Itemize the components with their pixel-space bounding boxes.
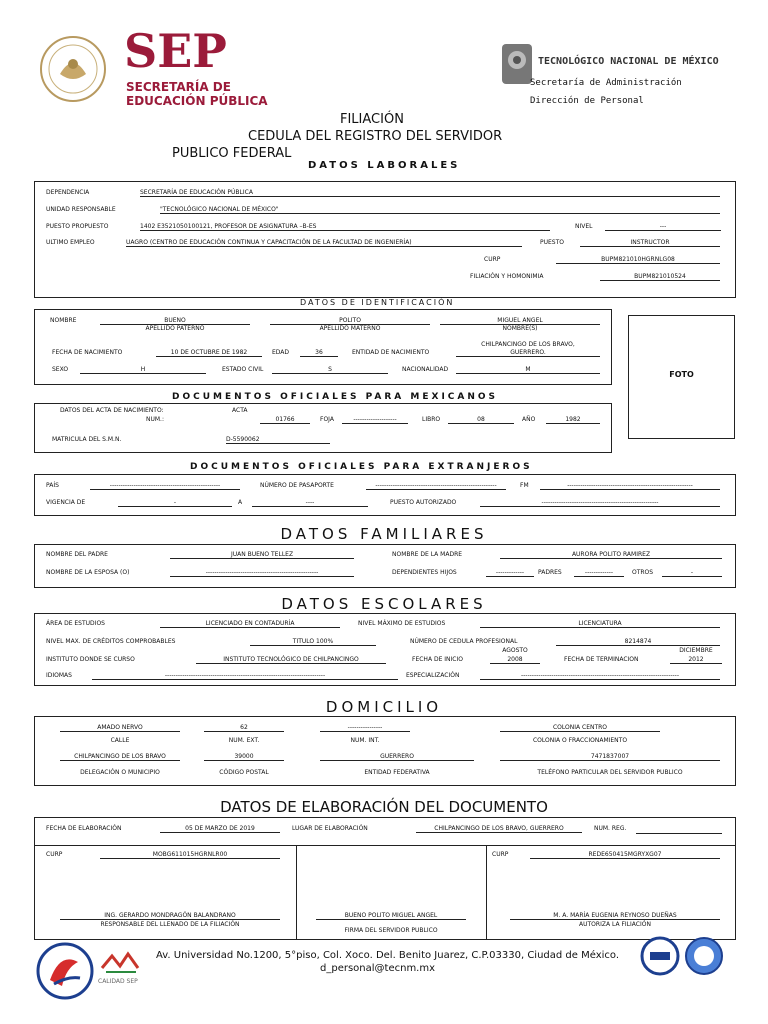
sep-line1: SECRETARÍA DE — [126, 80, 231, 94]
value-lugar-elab: CHILPANCINGO DE LOS BRAVO, GUERRERO — [416, 825, 582, 833]
value-entidad-nac-1: CHILPANCINGO DE LOS BRAVO, — [481, 341, 575, 348]
mexico-seal-icon — [38, 34, 108, 104]
label-edad: EDAD — [272, 349, 290, 356]
value-curp: BUPM821010HGRNLG08 — [556, 256, 720, 264]
label-curp-aut: CURP — [492, 851, 509, 858]
value-vigencia: - — [118, 499, 232, 507]
value-smn: D-5590062 — [226, 436, 330, 444]
label-sexo: SEXO — [52, 366, 69, 373]
elab-divider-top — [34, 845, 736, 846]
label-civil: ESTADO CIVIL — [222, 366, 264, 373]
elaboracion-title: DATOS DE ELABORACIÓN DEL DOCUMENTO — [220, 798, 548, 816]
label-area: ÁREA DE ESTUDIOS — [46, 620, 105, 627]
value-civil: S — [272, 366, 388, 374]
label-municipio: DELEGACIÓN O MUNICIPIO — [80, 769, 160, 776]
label-materno: APELLIDO MATERNO — [319, 325, 381, 332]
value-filiacion: BUPM821010524 — [600, 273, 720, 281]
footer-address: Av. Universidad No.1200, 5°piso, Col. Xoco. Del. Benito Juarez, C.P.03330, Ciudad de México. — [156, 950, 620, 961]
value-tel: 7471837007 — [500, 753, 720, 761]
label-fecha-elab: FECHA DE ELABORACIÓN — [46, 825, 122, 832]
label-num-reg: NUM. REG. — [594, 825, 627, 832]
value-instituto: INSTITUTO TECNOLÓGICO DE CHILPANCINGO — [196, 656, 386, 664]
inet-cert-icon — [640, 936, 680, 976]
value-libro: 08 — [448, 416, 514, 424]
label-fm: FM — [520, 482, 529, 489]
value-area: LICENCIADO EN CONTADURÍA — [160, 620, 340, 628]
resp-cargo: RESPONSABLE DEL LLENADO DE LA FILIACIÓN — [100, 921, 240, 928]
value-anio: 1982 — [546, 416, 600, 424]
elab-divider-left — [296, 845, 297, 940]
label-int: NUM. INT. — [350, 737, 380, 744]
value-ext: 62 — [204, 724, 284, 732]
servidor-nombre: BUENO POLITO MIGUEL ANGEL — [316, 912, 466, 920]
value-cedula: 8214874 — [556, 638, 720, 646]
aut-cargo: AUTORIZA LA FILIACIÓN — [579, 921, 651, 928]
label-nombres: NOMBRE(S) — [502, 325, 538, 332]
value-sexo: H — [80, 366, 206, 374]
label-paterno: APELLIDO PATERNO — [145, 325, 205, 332]
value-edad: 36 — [300, 349, 338, 357]
doc-title: FILIACIÓN — [340, 112, 404, 127]
value-materno: POLITO — [270, 317, 430, 325]
value-idiomas: -------------------------------------------------------------------------- — [92, 672, 398, 680]
extranjeros-title: DOCUMENTOS OFICIALES PARA EXTRANJEROS — [190, 462, 533, 472]
label-ext: NUM. EXT. — [228, 737, 260, 744]
value-puesto-propuesto: 1402 E3521050100121, PROFESOR DE ASIGNATURA –B-ES — [140, 223, 550, 231]
value-padres: ------------- — [574, 569, 624, 577]
value-pais: --------------------------------------------------- — [90, 482, 240, 490]
value-dependencia: SECRETARÍA DE EDUCACIÓN PÚBLICA — [140, 189, 720, 197]
label-libro: LIBRO — [422, 416, 441, 423]
label-inicio: FECHA DE INICIO — [412, 656, 463, 663]
label-hijos: DEPENDIENTES HIJOS — [392, 569, 457, 576]
label-madre: NOMBRE DE LA MADRE — [392, 551, 463, 558]
doc-subtitle1: CEDULA DEL REGISTRO DEL SERVIDOR — [248, 129, 503, 144]
label-esposa: NOMBRE DE LA ESPOSA (O) — [46, 569, 130, 576]
foto-label: FOTO — [669, 370, 694, 379]
label-vigencia: VIGENCIA DE — [46, 499, 86, 506]
admin-label: Secretaría de Administración — [530, 78, 682, 88]
label-anio: AÑO — [522, 416, 536, 423]
label-num: NUM.: — [146, 416, 164, 423]
label-termino: FECHA DE TERMINACION — [564, 656, 639, 663]
label-cp: CÓDIGO POSTAL — [219, 769, 269, 776]
value-inicio-anio: 2008 — [490, 656, 540, 664]
doc-subtitle2: PUBLICO FEDERAL — [172, 146, 292, 161]
label-puesto-propuesto: PUESTO PROPUESTO — [46, 223, 109, 230]
footer-email[interactable]: d_personal@tecnm.mx — [320, 963, 436, 974]
label-ultimo-empleo: ULTIMO EMPLEO — [46, 239, 95, 246]
label-colonia: COLONIA O FRACCIONAMIENTO — [532, 737, 628, 744]
label-pasaporte: NÚMERO DE PASAPORTE — [260, 482, 334, 489]
value-a: ---- — [252, 499, 368, 507]
label-nacionalidad: NACIONALIDAD — [402, 366, 449, 373]
label-puesto-aut: PUESTO AUTORIZADO — [390, 499, 457, 506]
label-puesto: PUESTO — [540, 239, 564, 246]
value-inicio-mes: AGOSTO — [502, 647, 528, 654]
label-fecha-nac: FECHA DE NACIMIENTO — [52, 349, 123, 356]
value-cp: 39000 — [204, 753, 284, 761]
elab-divider-right — [486, 845, 487, 940]
identificacion-title: DATOS DE IDENTIFICACIÓN — [300, 298, 455, 307]
label-smn: MATRICULA DEL S.M.N. — [52, 436, 122, 443]
aut-nombre: M. A. MARÍA EUGENIA REYNOSO DUEÑAS — [510, 912, 720, 920]
iso-cert-icon — [684, 936, 724, 976]
label-entidad: ENTIDAD FEDERATIVA — [364, 769, 430, 776]
label-a: A — [238, 499, 243, 506]
personal-label: Dirección de Personal — [530, 96, 644, 106]
value-foja: -------------------- — [342, 416, 408, 424]
familiares-title: DATOS FAMILIARES — [280, 525, 488, 543]
label-nivel: NIVEL — [575, 223, 593, 230]
value-nacionalidad: M — [456, 366, 600, 374]
label-acta2: ACTA — [232, 407, 248, 414]
label-nivel-max: NIVEL MÁXIMO DE ESTUDIOS — [358, 620, 446, 627]
value-nivel: --- — [605, 223, 721, 231]
label-foja: FOJA — [320, 416, 334, 423]
label-entidad-nac: ENTIDAD DE NACIMIENTO — [352, 349, 430, 356]
label-instituto: INSTITUTO DONDE SE CURSO — [46, 656, 135, 663]
value-creditos: TITULO 100% — [250, 638, 376, 646]
value-entidad-nac-2: GUERRERO. — [456, 349, 600, 357]
mexicanos-title: DOCUMENTOS OFICIALES PARA MEXICANOS — [172, 392, 499, 402]
value-nivel-max: LICENCIATURA — [480, 620, 720, 628]
domicilio-title: DOMICILIO — [325, 698, 443, 716]
value-ultimo-empleo: UAGRO (CENTRO DE EDUCACIÓN CONTINUA Y CAPACITACIÓN DE LA FACULTAD DE INGENIERÍA) — [126, 239, 522, 247]
value-fecha-nac: 10 DE OCTUBRE DE 1982 — [156, 349, 262, 357]
value-termino-anio: 2012 — [670, 656, 722, 664]
calidad-sep-label: CALIDAD SEP — [98, 978, 138, 985]
value-otros: - — [662, 569, 722, 577]
value-num-reg — [636, 832, 722, 834]
label-padre: NOMBRE DEL PADRE — [46, 551, 108, 558]
label-unidad: UNIDAD RESPONSABLE — [46, 206, 116, 213]
value-hijos: ------------- — [486, 569, 534, 577]
sep-logo: SEP — [124, 24, 227, 78]
value-municipio: CHILPANCINGO DE LOS BRAVO — [60, 753, 180, 761]
value-nombres: MIGUEL ANGEL — [440, 317, 600, 325]
label-acta: DATOS DEL ACTA DE NACIMIENTO: — [60, 407, 164, 414]
value-pasaporte: -------------------------------------------------------- — [366, 482, 506, 490]
escolares-title: DATOS ESCOLARES — [281, 595, 487, 613]
label-creditos: NIVEL MAX. DE CRÉDITOS COMPROBABLES — [46, 638, 176, 645]
label-curp-resp: CURP — [46, 851, 63, 858]
value-paterno: BUENO — [100, 317, 250, 325]
value-fm: ---------------------------------------------------------- — [540, 482, 720, 490]
value-colonia: COLONIA CENTRO — [500, 724, 660, 732]
calidad-sep-icon — [98, 950, 144, 976]
value-padre: JUAN BUENO TELLEZ — [170, 551, 354, 559]
value-curp-aut: REDE650415MGRYXG07 — [530, 851, 720, 859]
extranjeros-box — [34, 474, 736, 516]
label-pais: PAÍS — [46, 482, 59, 489]
value-puesto-aut: ------------------------------------------------------ — [480, 499, 720, 507]
value-especial: ------------------------------------------------------------------------- — [480, 672, 720, 680]
value-calle: AMADO NERVO — [60, 724, 180, 732]
value-puesto: INSTRUCTOR — [580, 239, 720, 247]
value-num: 01766 — [260, 416, 310, 424]
tecnm-name: TECNOLÓGICO NACIONAL DE MÉXICO — [538, 56, 719, 67]
label-padres: PADRES — [538, 569, 562, 576]
label-cedula: NÚMERO DE CEDULA PROFESIONAL — [410, 638, 518, 645]
value-int: ---------------- — [320, 724, 410, 732]
datos-laborales-title: DATOS LABORALES — [308, 160, 461, 171]
label-idiomas: IDIOMAS — [46, 672, 72, 679]
label-especial: ESPECIALIZACIÓN — [406, 672, 460, 679]
sep-line2: EDUCACIÓN PÚBLICA — [126, 94, 268, 108]
value-esposa: ---------------------------------------------------- — [170, 569, 354, 577]
label-dependencia: DEPENDENCIA — [46, 189, 90, 196]
label-calle: CALLE — [110, 737, 130, 744]
resp-nombre: ING. GERARDO MONDRAGÓN BALANDRANO — [60, 912, 280, 920]
label-nombre: NOMBRE — [50, 317, 77, 324]
footer-emblem-icon — [36, 942, 94, 1000]
servidor-cargo: FIRMA DEL SERVIDOR PUBLICO — [344, 927, 438, 934]
value-unidad: "TECNOLÓGICO NACIONAL DE MÉXICO" — [160, 206, 720, 214]
label-lugar-elab: LUGAR DE ELABORACIÓN — [292, 825, 368, 832]
value-entidad: GUERRERO — [320, 753, 474, 761]
value-termino-mes: DICIEMBRE — [679, 647, 713, 654]
label-curp: CURP — [484, 256, 501, 263]
label-otros: OTROS — [632, 569, 654, 576]
value-madre: AURORA POLITO RAMIREZ — [500, 551, 722, 559]
value-curp-resp: MOBG611015HGRNLR00 — [100, 851, 280, 859]
label-tel: TELÉFONO PARTICULAR DEL SERVIDOR PUBLICO — [537, 769, 683, 776]
label-filiacion: FILIACIÓN Y HOMONIMIA — [470, 273, 544, 280]
value-fecha-elab: 05 DE MARZO DE 2019 — [160, 825, 280, 833]
